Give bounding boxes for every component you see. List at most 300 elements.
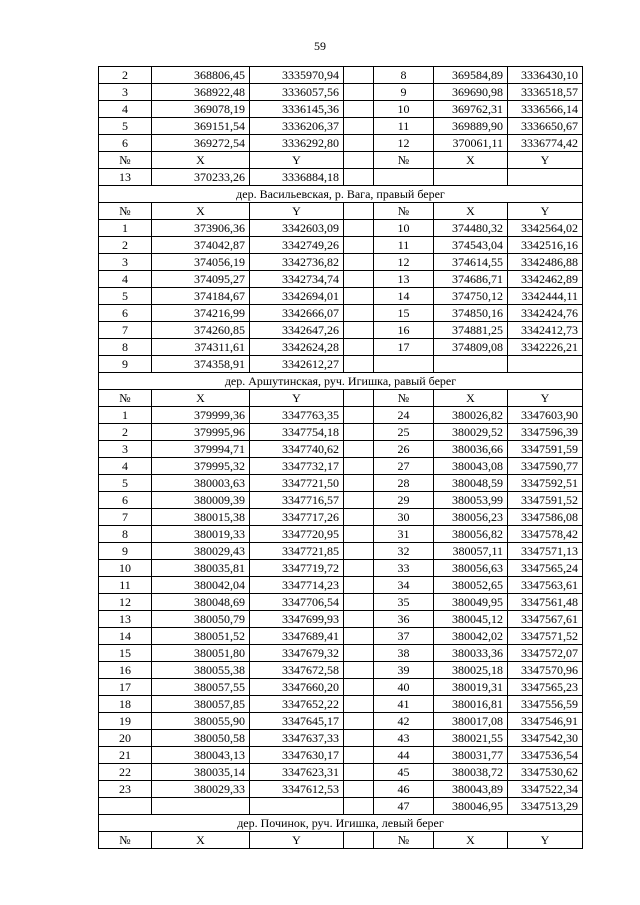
y-value: 3342564,02 bbox=[508, 220, 583, 237]
table-row bbox=[99, 424, 583, 441]
column-header-x: X bbox=[434, 832, 508, 849]
x-value: 369762,31 bbox=[434, 101, 508, 118]
column-header-y: Y bbox=[250, 390, 344, 407]
x-value: 380029,33 bbox=[152, 781, 250, 798]
x-value: 369584,89 bbox=[434, 67, 508, 84]
x-value: 380051,80 bbox=[152, 645, 250, 662]
spacer-cell bbox=[344, 271, 374, 288]
point-number bbox=[99, 798, 152, 815]
y-value: 3342412,73 bbox=[508, 322, 583, 339]
spacer-cell bbox=[344, 152, 374, 169]
spacer-cell bbox=[344, 475, 374, 492]
y-value: 3342612,27 bbox=[250, 356, 344, 373]
table-row bbox=[99, 611, 583, 628]
point-number: 16 bbox=[99, 662, 152, 679]
column-header-y: Y bbox=[508, 152, 583, 169]
point-number: 9 bbox=[99, 356, 152, 373]
x-value: 380042,04 bbox=[152, 577, 250, 594]
point-number: 33 bbox=[374, 560, 434, 577]
spacer-cell bbox=[344, 356, 374, 373]
y-value: 3347570,96 bbox=[508, 662, 583, 679]
table-row bbox=[99, 492, 583, 509]
column-header-no: № bbox=[99, 832, 152, 849]
y-value bbox=[250, 798, 344, 815]
y-value: 3347645,17 bbox=[250, 713, 344, 730]
point-number: 38 bbox=[374, 645, 434, 662]
y-value: 3347572,07 bbox=[508, 645, 583, 662]
x-value: 368806,45 bbox=[152, 67, 250, 84]
point-number: 3 bbox=[99, 254, 152, 271]
table-row bbox=[99, 220, 583, 237]
table-row bbox=[99, 169, 583, 186]
y-value: 3342694,01 bbox=[250, 288, 344, 305]
x-value: 368922,48 bbox=[152, 84, 250, 101]
y-value: 3347740,62 bbox=[250, 441, 344, 458]
point-number: 40 bbox=[374, 679, 434, 696]
x-value: 380057,11 bbox=[434, 543, 508, 560]
spacer-cell bbox=[344, 441, 374, 458]
x-value: 380057,85 bbox=[152, 696, 250, 713]
table-row bbox=[99, 356, 583, 373]
point-number: 42 bbox=[374, 713, 434, 730]
spacer-cell bbox=[344, 305, 374, 322]
section-row bbox=[99, 373, 583, 390]
header-row bbox=[99, 390, 583, 407]
y-value: 3342444,11 bbox=[508, 288, 583, 305]
column-header-y: Y bbox=[250, 832, 344, 849]
table-row bbox=[99, 560, 583, 577]
y-value: 3347565,24 bbox=[508, 560, 583, 577]
x-value: 374809,08 bbox=[434, 339, 508, 356]
y-value: 3336884,18 bbox=[250, 169, 344, 186]
point-number: 12 bbox=[99, 594, 152, 611]
point-number: 35 bbox=[374, 594, 434, 611]
point-number: 13 bbox=[99, 611, 152, 628]
point-number bbox=[374, 356, 434, 373]
x-value: 380050,58 bbox=[152, 730, 250, 747]
spacer-cell bbox=[344, 543, 374, 560]
spacer-cell bbox=[344, 832, 374, 849]
spacer-cell bbox=[344, 713, 374, 730]
y-value: 3336566,14 bbox=[508, 101, 583, 118]
column-header-no: № bbox=[99, 203, 152, 220]
y-value: 3347732,17 bbox=[250, 458, 344, 475]
point-number: 25 bbox=[374, 424, 434, 441]
x-value: 369690,98 bbox=[434, 84, 508, 101]
point-number: 2 bbox=[99, 424, 152, 441]
y-value: 3347672,58 bbox=[250, 662, 344, 679]
spacer-cell bbox=[344, 526, 374, 543]
point-number bbox=[374, 169, 434, 186]
y-value: 3347660,20 bbox=[250, 679, 344, 696]
point-number: 12 bbox=[374, 135, 434, 152]
point-number: 3 bbox=[99, 84, 152, 101]
table-row bbox=[99, 135, 583, 152]
x-value: 370061,11 bbox=[434, 135, 508, 152]
point-number: 22 bbox=[99, 764, 152, 781]
x-value: 369151,54 bbox=[152, 118, 250, 135]
section-title: дер. Починок, руч. Игишка, левый берег bbox=[99, 815, 583, 832]
point-number: 10 bbox=[99, 560, 152, 577]
column-header-x: X bbox=[434, 390, 508, 407]
spacer-cell bbox=[344, 594, 374, 611]
x-value: 380021,55 bbox=[434, 730, 508, 747]
table-row bbox=[99, 628, 583, 645]
spacer-cell bbox=[344, 135, 374, 152]
y-value: 3347571,52 bbox=[508, 628, 583, 645]
y-value: 3342226,21 bbox=[508, 339, 583, 356]
y-value: 3347567,61 bbox=[508, 611, 583, 628]
x-value: 374056,19 bbox=[152, 254, 250, 271]
table-row bbox=[99, 679, 583, 696]
spacer-cell bbox=[344, 662, 374, 679]
spacer-cell bbox=[344, 764, 374, 781]
table-row bbox=[99, 594, 583, 611]
x-value: 374216,99 bbox=[152, 305, 250, 322]
x-value: 380043,89 bbox=[434, 781, 508, 798]
y-value: 3342424,76 bbox=[508, 305, 583, 322]
x-value: 380057,55 bbox=[152, 679, 250, 696]
x-value: 379995,32 bbox=[152, 458, 250, 475]
spacer-cell bbox=[344, 730, 374, 747]
y-value: 3342734,74 bbox=[250, 271, 344, 288]
x-value: 370233,26 bbox=[152, 169, 250, 186]
x-value: 380049,95 bbox=[434, 594, 508, 611]
spacer-cell bbox=[344, 747, 374, 764]
y-value: 3347716,57 bbox=[250, 492, 344, 509]
point-number: 6 bbox=[99, 492, 152, 509]
column-header-x: X bbox=[152, 390, 250, 407]
x-value: 380038,72 bbox=[434, 764, 508, 781]
spacer-cell bbox=[344, 390, 374, 407]
y-value: 3347721,85 bbox=[250, 543, 344, 560]
spacer-cell bbox=[344, 101, 374, 118]
point-number: 7 bbox=[99, 322, 152, 339]
y-value: 3347586,08 bbox=[508, 509, 583, 526]
column-header-x: X bbox=[434, 203, 508, 220]
spacer-cell bbox=[344, 288, 374, 305]
point-number: 5 bbox=[99, 475, 152, 492]
point-number: 29 bbox=[374, 492, 434, 509]
x-value: 379995,96 bbox=[152, 424, 250, 441]
point-number: 8 bbox=[99, 526, 152, 543]
table-row bbox=[99, 322, 583, 339]
table-row bbox=[99, 662, 583, 679]
table-row bbox=[99, 305, 583, 322]
x-value: 380031,77 bbox=[434, 747, 508, 764]
point-number: 23 bbox=[99, 781, 152, 798]
x-value: 380017,08 bbox=[434, 713, 508, 730]
point-number: 12 bbox=[374, 254, 434, 271]
x-value: 380036,66 bbox=[434, 441, 508, 458]
point-number: 11 bbox=[374, 237, 434, 254]
point-number: 11 bbox=[374, 118, 434, 135]
y-value: 3347603,90 bbox=[508, 407, 583, 424]
column-header-no: № bbox=[99, 152, 152, 169]
x-value: 369889,90 bbox=[434, 118, 508, 135]
y-value: 3347591,59 bbox=[508, 441, 583, 458]
y-value: 3342749,26 bbox=[250, 237, 344, 254]
y-value: 3342486,88 bbox=[508, 254, 583, 271]
x-value: 374260,85 bbox=[152, 322, 250, 339]
table-row bbox=[99, 645, 583, 662]
point-number: 30 bbox=[374, 509, 434, 526]
x-value: 380056,82 bbox=[434, 526, 508, 543]
point-number: 43 bbox=[374, 730, 434, 747]
point-number: 13 bbox=[99, 169, 152, 186]
column-header-x: X bbox=[152, 203, 250, 220]
point-number: 2 bbox=[99, 237, 152, 254]
table-row bbox=[99, 118, 583, 135]
x-value: 374358,91 bbox=[152, 356, 250, 373]
y-value: 3347530,62 bbox=[508, 764, 583, 781]
table-row bbox=[99, 696, 583, 713]
spacer-cell bbox=[344, 424, 374, 441]
x-value bbox=[434, 169, 508, 186]
spacer-cell bbox=[344, 781, 374, 798]
column-header-y: Y bbox=[508, 832, 583, 849]
x-value: 380055,38 bbox=[152, 662, 250, 679]
section-title: дер. Аршутинская, руч. Игишка, равый берег bbox=[99, 373, 583, 390]
y-value: 3347596,39 bbox=[508, 424, 583, 441]
point-number: 5 bbox=[99, 118, 152, 135]
table-row bbox=[99, 798, 583, 815]
y-value: 3342603,09 bbox=[250, 220, 344, 237]
x-value: 380045,12 bbox=[434, 611, 508, 628]
y-value: 3336145,36 bbox=[250, 101, 344, 118]
y-value: 3347578,42 bbox=[508, 526, 583, 543]
x-value: 380042,02 bbox=[434, 628, 508, 645]
y-value bbox=[508, 356, 583, 373]
x-value: 379999,36 bbox=[152, 407, 250, 424]
point-number: 31 bbox=[374, 526, 434, 543]
column-header-y: Y bbox=[508, 390, 583, 407]
point-number: 8 bbox=[99, 339, 152, 356]
spacer-cell bbox=[344, 254, 374, 271]
column-header-no: № bbox=[99, 390, 152, 407]
point-number: 45 bbox=[374, 764, 434, 781]
x-value: 374543,04 bbox=[434, 237, 508, 254]
y-value: 3342624,28 bbox=[250, 339, 344, 356]
point-number: 17 bbox=[99, 679, 152, 696]
x-value: 374850,16 bbox=[434, 305, 508, 322]
y-value: 3347717,26 bbox=[250, 509, 344, 526]
spacer-cell bbox=[344, 679, 374, 696]
header-row bbox=[99, 203, 583, 220]
spacer-cell bbox=[344, 322, 374, 339]
column-header-no: № bbox=[374, 203, 434, 220]
point-number: 10 bbox=[374, 220, 434, 237]
point-number: 10 bbox=[374, 101, 434, 118]
spacer-cell bbox=[344, 84, 374, 101]
section-row bbox=[99, 815, 583, 832]
point-number: 8 bbox=[374, 67, 434, 84]
spacer-cell bbox=[344, 645, 374, 662]
x-value: 369078,19 bbox=[152, 101, 250, 118]
x-value bbox=[434, 356, 508, 373]
table-row bbox=[99, 458, 583, 475]
column-header-no: № bbox=[374, 152, 434, 169]
table-row bbox=[99, 543, 583, 560]
x-value: 380009,39 bbox=[152, 492, 250, 509]
x-value: 380035,14 bbox=[152, 764, 250, 781]
table-row bbox=[99, 407, 583, 424]
coordinates-table bbox=[98, 66, 583, 849]
x-value: 380048,59 bbox=[434, 475, 508, 492]
point-number: 27 bbox=[374, 458, 434, 475]
point-number: 46 bbox=[374, 781, 434, 798]
point-number: 41 bbox=[374, 696, 434, 713]
point-number: 20 bbox=[99, 730, 152, 747]
y-value: 3347536,54 bbox=[508, 747, 583, 764]
x-value: 374614,55 bbox=[434, 254, 508, 271]
point-number: 39 bbox=[374, 662, 434, 679]
point-number: 7 bbox=[99, 509, 152, 526]
table-row bbox=[99, 339, 583, 356]
point-number: 4 bbox=[99, 271, 152, 288]
table-row bbox=[99, 577, 583, 594]
y-value: 3336292,80 bbox=[250, 135, 344, 152]
table-row bbox=[99, 67, 583, 84]
point-number: 11 bbox=[99, 577, 152, 594]
y-value: 3347513,29 bbox=[508, 798, 583, 815]
x-value: 373906,36 bbox=[152, 220, 250, 237]
point-number: 34 bbox=[374, 577, 434, 594]
point-number: 44 bbox=[374, 747, 434, 764]
spacer-cell bbox=[344, 696, 374, 713]
page-number: 59 bbox=[314, 39, 326, 53]
table-row bbox=[99, 526, 583, 543]
column-header-x: X bbox=[434, 152, 508, 169]
point-number: 1 bbox=[99, 220, 152, 237]
y-value: 3347591,52 bbox=[508, 492, 583, 509]
x-value: 380046,95 bbox=[434, 798, 508, 815]
y-value: 3347637,33 bbox=[250, 730, 344, 747]
x-value: 380056,63 bbox=[434, 560, 508, 577]
y-value bbox=[508, 169, 583, 186]
table-row bbox=[99, 509, 583, 526]
spacer-cell bbox=[344, 339, 374, 356]
x-value: 380025,18 bbox=[434, 662, 508, 679]
y-value: 3347565,23 bbox=[508, 679, 583, 696]
point-number: 26 bbox=[374, 441, 434, 458]
y-value: 3347699,93 bbox=[250, 611, 344, 628]
x-value: 380053,99 bbox=[434, 492, 508, 509]
x-value: 374311,61 bbox=[152, 339, 250, 356]
point-number: 14 bbox=[374, 288, 434, 305]
point-number: 16 bbox=[374, 322, 434, 339]
spacer-cell bbox=[344, 407, 374, 424]
x-value: 380043,08 bbox=[434, 458, 508, 475]
y-value: 3342666,07 bbox=[250, 305, 344, 322]
point-number: 47 bbox=[374, 798, 434, 815]
y-value: 3347754,18 bbox=[250, 424, 344, 441]
table-row bbox=[99, 237, 583, 254]
column-header-no: № bbox=[374, 832, 434, 849]
y-value: 3347542,30 bbox=[508, 730, 583, 747]
y-value: 3347612,53 bbox=[250, 781, 344, 798]
y-value: 3342647,26 bbox=[250, 322, 344, 339]
y-value: 3347721,50 bbox=[250, 475, 344, 492]
spacer-cell bbox=[344, 118, 374, 135]
y-value: 3347561,48 bbox=[508, 594, 583, 611]
point-number: 37 bbox=[374, 628, 434, 645]
x-value: 374750,12 bbox=[434, 288, 508, 305]
table-row bbox=[99, 254, 583, 271]
x-value: 380052,65 bbox=[434, 577, 508, 594]
header-row bbox=[99, 832, 583, 849]
x-value: 380055,90 bbox=[152, 713, 250, 730]
spacer-cell bbox=[344, 169, 374, 186]
y-value: 3347652,22 bbox=[250, 696, 344, 713]
spacer-cell bbox=[344, 577, 374, 594]
column-header-y: Y bbox=[508, 203, 583, 220]
y-value: 3335970,94 bbox=[250, 67, 344, 84]
y-value: 3342516,16 bbox=[508, 237, 583, 254]
y-value: 3347689,41 bbox=[250, 628, 344, 645]
x-value: 374095,27 bbox=[152, 271, 250, 288]
y-value: 3336206,37 bbox=[250, 118, 344, 135]
x-value: 380003,63 bbox=[152, 475, 250, 492]
x-value: 379994,71 bbox=[152, 441, 250, 458]
column-header-x: X bbox=[152, 832, 250, 849]
table-row bbox=[99, 441, 583, 458]
y-value: 3336430,10 bbox=[508, 67, 583, 84]
y-value: 3347714,23 bbox=[250, 577, 344, 594]
point-number: 19 bbox=[99, 713, 152, 730]
x-value: 374480,32 bbox=[434, 220, 508, 237]
x-value: 380056,23 bbox=[434, 509, 508, 526]
x-value: 380051,52 bbox=[152, 628, 250, 645]
point-number: 18 bbox=[99, 696, 152, 713]
column-header-y: Y bbox=[250, 203, 344, 220]
y-value: 3336774,42 bbox=[508, 135, 583, 152]
spacer-cell bbox=[344, 237, 374, 254]
y-value: 3347522,34 bbox=[508, 781, 583, 798]
point-number: 15 bbox=[99, 645, 152, 662]
point-number: 4 bbox=[99, 101, 152, 118]
table-row bbox=[99, 781, 583, 798]
y-value: 3336650,67 bbox=[508, 118, 583, 135]
column-header-y: Y bbox=[250, 152, 344, 169]
x-value bbox=[152, 798, 250, 815]
x-value: 380019,33 bbox=[152, 526, 250, 543]
x-value: 380033,36 bbox=[434, 645, 508, 662]
x-value: 380043,13 bbox=[152, 747, 250, 764]
point-number: 4 bbox=[99, 458, 152, 475]
y-value: 3336518,57 bbox=[508, 84, 583, 101]
point-number: 32 bbox=[374, 543, 434, 560]
spacer-cell bbox=[344, 203, 374, 220]
point-number: 1 bbox=[99, 407, 152, 424]
point-number: 5 bbox=[99, 288, 152, 305]
point-number: 13 bbox=[374, 271, 434, 288]
x-value: 380015,38 bbox=[152, 509, 250, 526]
point-number: 15 bbox=[374, 305, 434, 322]
point-number: 24 bbox=[374, 407, 434, 424]
table-row bbox=[99, 271, 583, 288]
x-value: 374686,71 bbox=[434, 271, 508, 288]
x-value: 374881,25 bbox=[434, 322, 508, 339]
x-value: 380035,81 bbox=[152, 560, 250, 577]
spacer-cell bbox=[344, 458, 374, 475]
point-number: 2 bbox=[99, 67, 152, 84]
y-value: 3347623,31 bbox=[250, 764, 344, 781]
point-number: 9 bbox=[99, 543, 152, 560]
point-number: 6 bbox=[99, 305, 152, 322]
column-header-x: X bbox=[152, 152, 250, 169]
x-value: 374042,87 bbox=[152, 237, 250, 254]
